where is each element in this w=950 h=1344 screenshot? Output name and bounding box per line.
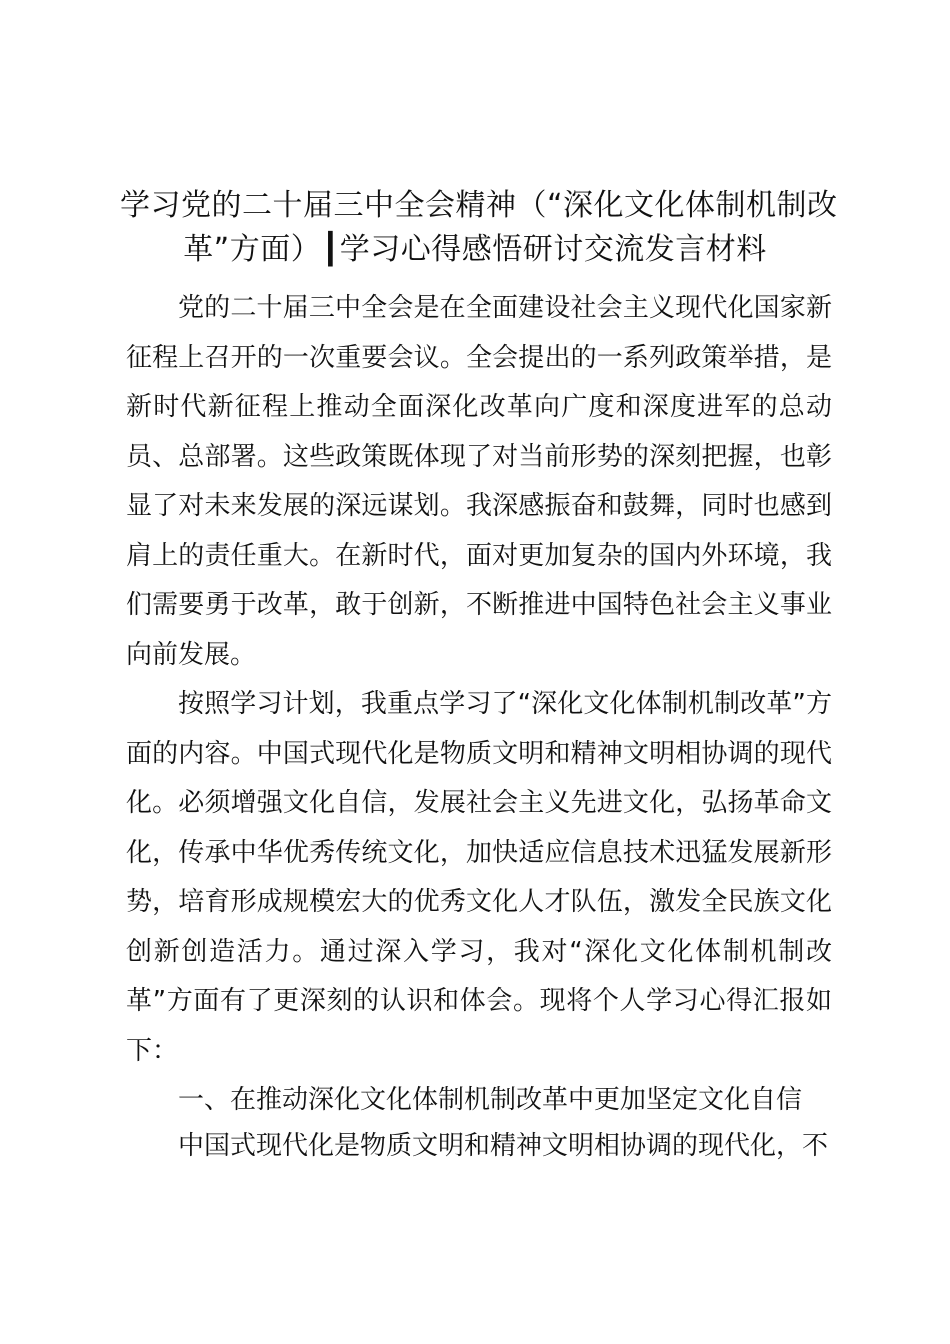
paragraph-study-plan: 按照学习计划，我重点学习了“深化文化体制机制改革”方面的内容。中国式现代化是物质文明和精神文明相协调的现代化。必须增强文化自信，发展社会主义先进文化，弘扬革命文化，传承中华优秀传统文化，加快适应信息技术迅猛发展新形势，培育形成规模宏大的优秀文化人才队伍，激发全民族文化创新创造活力。通过深入学习，我对“深化文化体制机制改革”方面有了更深刻的认识和体会。现将个人学习心得汇报如下： (126, 689, 832, 1066)
document-body (126, 284, 832, 1172)
paragraph-section-1: 中国式现代化是物质文明和精神文明相协调的现代化，不 (178, 1131, 829, 1161)
title-line-2: 革”方面）┃学习心得感悟研讨交流发言材料 (183, 232, 767, 267)
document-title (120, 184, 838, 272)
title-line-1: 学习党的二十届三中全会精神（“深化文化体制机制改 (120, 188, 838, 223)
paragraph-intro: 党的二十届三中全会是在全面建设社会主义现代化国家新征程上召开的一次重要会议。全会提出的一系列政策举措，是新时代新征程上推动全面深化改革向广度和深度进军的总动员、总部署。这些政策既体现了对当前形势的深刻把握，也彰显了对未来发展的深远谋划。我深感振奋和鼓舞，同时也感到肩上的责任重大。在新时代，面对更加复杂的国内外环境，我们需要勇于改革，敢于创新，不断推进中国特色社会主义事业向前发展。 (126, 293, 832, 670)
section-heading-1: 一、在推动深化文化体制机制改革中更加坚定文化自信 (178, 1085, 803, 1115)
